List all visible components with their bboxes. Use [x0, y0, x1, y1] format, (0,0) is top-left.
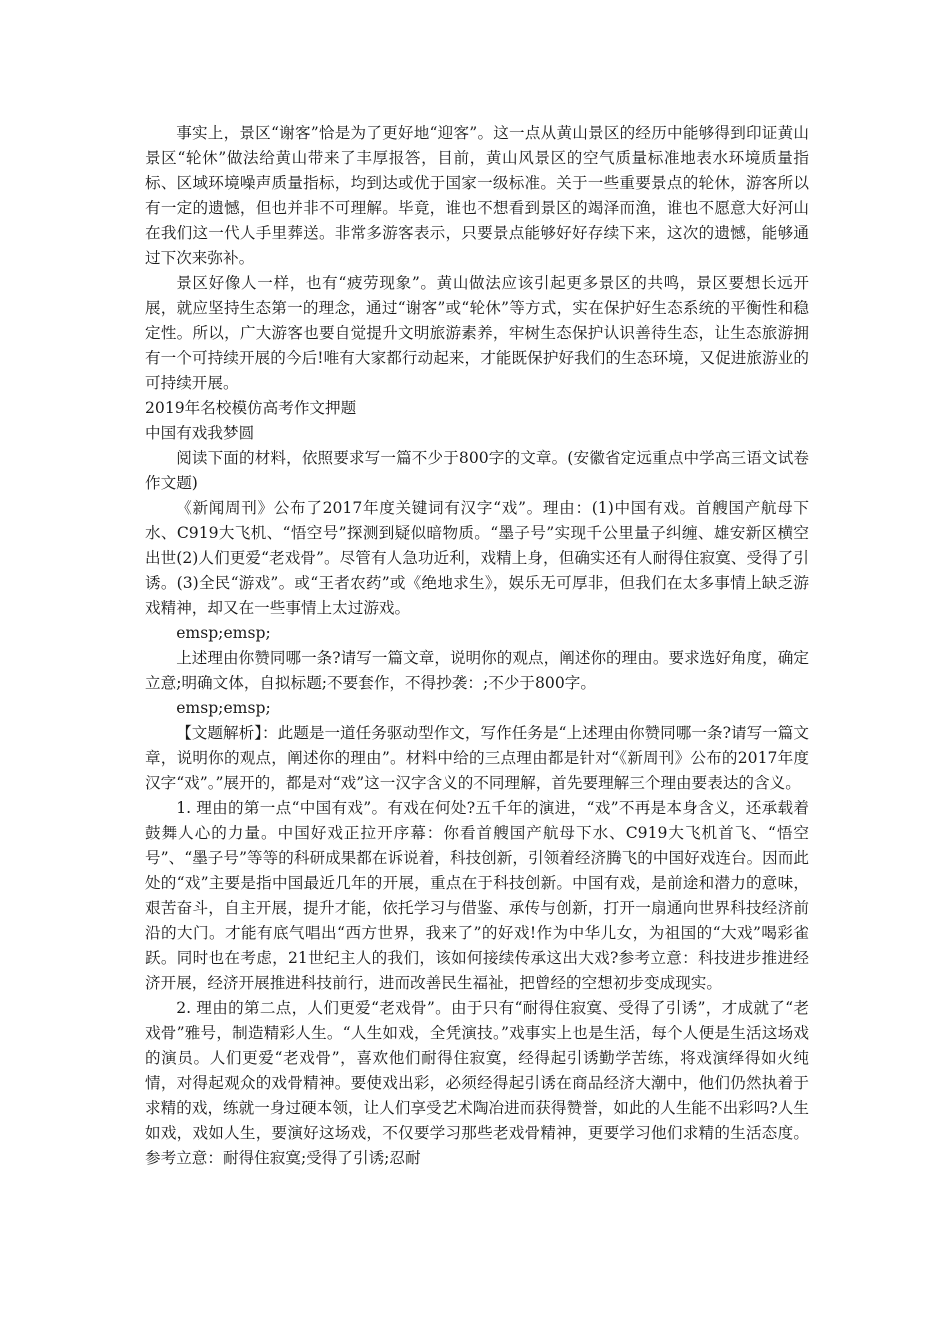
- essay-title: 中国有戏我梦圆: [145, 424, 255, 442]
- section-heading: 2019年名校模仿高考作文押题: [145, 399, 357, 417]
- paragraph-reason-2: 2. 理由的第二点，人们更爱“老戏骨”。由于只有“耐得住寂寞、受得了引诱”，才成就了“老戏骨”雅号，制造精彩人生。“人生如戏，全凭演技。”戏事实上也是生活，每个人便是生活这场戏的演员。人们更爱“老戏骨”，喜欢他们耐得住寂寞，经得起引诱勤学苦练，将戏演绎得如火纯情，对得起观众的戏骨精神。要使戏出彩，必须经得起引诱在商品经济大潮中，他们仍然执着于求精的戏，练就一身过硬本领，让人们享受艺术陶冶进而获得赞誉，如此的人生能不出彩吗?人生如戏，戏如人生，要演好这场戏，不仅要学习那些老戏骨精神，更要学习他们求精的生活态度。参考立意：耐得住寂寞;受得了引诱;忍耐: [145, 999, 809, 1167]
- paragraph-instructions: 阅读下面的材料，依照要求写一篇不少于800字的文章。(安徽省定远重点中学高三语文试卷作文题): [145, 449, 809, 492]
- paragraph-task: 上述理由你赞同哪一条?请写一篇文章，说明你的观点，阐述你的理由。要求选好角度，确定立意;明确文体，自拟标题;不要套作，不得抄袭：;不少于800字。: [145, 649, 809, 692]
- paragraph-fatigue: 景区好像人一样，也有“疲劳现象”。黄山做法应该引起更多景区的共鸣，景区要想长远开展，就应坚持生态第一的理念，通过“谢客”或“轮休”等方式，实在保护好生态系统的平衡性和稳定性。所以，广大游客也要自觉提升文明旅游素养，牢树生态保护认识善待生态，让生态旅游拥有一个可持续开展的今后!唯有大家都行动起来，才能既保护好我们的生态环境，又促进旅游业的可持续开展。: [145, 274, 809, 392]
- paragraph-analysis: 【文题解析】：此题是一道任务驱动型作文，写作任务是“上述理由你赞同哪一条?请写一篇文章，说明你的观点，阐述你的理由”。材料中给的三点理由都是针对“《新周刊》公布的2017年度汉字“戏”。”展开的，都是对“戏”这一汉字含义的不同理解，首先要理解三个理由要表达的含义。: [145, 724, 809, 792]
- document-body: [145, 121, 809, 1171]
- paragraph-scenic-rest: 事实上，景区“谢客”恰是为了更好地“迎客”。这一点从黄山景区的经历中能够得到印证黄山景区“轮休”做法给黄山带来了丰厚报答，目前，黄山风景区的空气质量标准地表水环境质量指标、区域环境噪声质量指标，均到达或优于国家一级标准。关于一些重要景点的轮休，游客所以有一定的遗憾，但也并非不可理解。毕竟，谁也不想看到景区的竭泽而渔，谁也不愿意大好河山在我们这一代人手里葬送。非常多游客表示，只要景点能够好好存续下来，这次的遗憾，能够通过下次来弥补。: [145, 124, 809, 267]
- paragraph-reason-1: 1. 理由的第一点“中国有戏”。有戏在何处?五千年的演进，“戏”不再是本身含义，还承载着鼓舞人心的力量。中国好戏正拉开序幕：你看首艘国产航母下水、C919大飞机首飞、“悟空号”、“墨子号”等等的科研成果都在诉说着，科技创新，引领着经济腾飞的中国好戏连台。因而此处的“戏”主要是指中国最近几年的开展，重点在于科技创新。中国有戏，是前途和潜力的意味，艰苦奋斗，自主开展，提升才能，依托学习与借鉴、承传与创新，打开一扇通向世界科技经济前沿的大门。才能有底气唱出“西方世界，我来了”的好戏!作为中华儿女，为祖国的“大戏”喝彩雀跃。同时也在考虑，21世纪主人的我们，该如何接续传承这出大戏?参考立意：科技进步推进经济开展，经济开展推进科技前行，进而改善民生福祉，把曾经的空想初步变成现实。: [145, 799, 809, 992]
- paragraph-spacer-1: emsp;emsp;: [176, 624, 271, 642]
- paragraph-spacer-2: emsp;emsp;: [176, 699, 271, 717]
- paragraph-material: 《新闻周刊》公布了2017年度关键词有汉字“戏”。理由：(1)中国有戏。首艘国产航母下水、C919大飞机、“悟空号”探测到疑似暗物质。“墨子号”实现千公里量子纠缠、雄安新区横空出世(2)人们更爱“老戏骨”。尽管有人急功近利，戏精上身，但确实还有人耐得住寂寞、受得了引诱。(3)全民“游戏”。或“王者农药”或《绝地求生》，娱乐无可厚非，但我们在太多事情上缺乏游戏精神，却又在一些事情上太过游戏。: [145, 499, 809, 617]
